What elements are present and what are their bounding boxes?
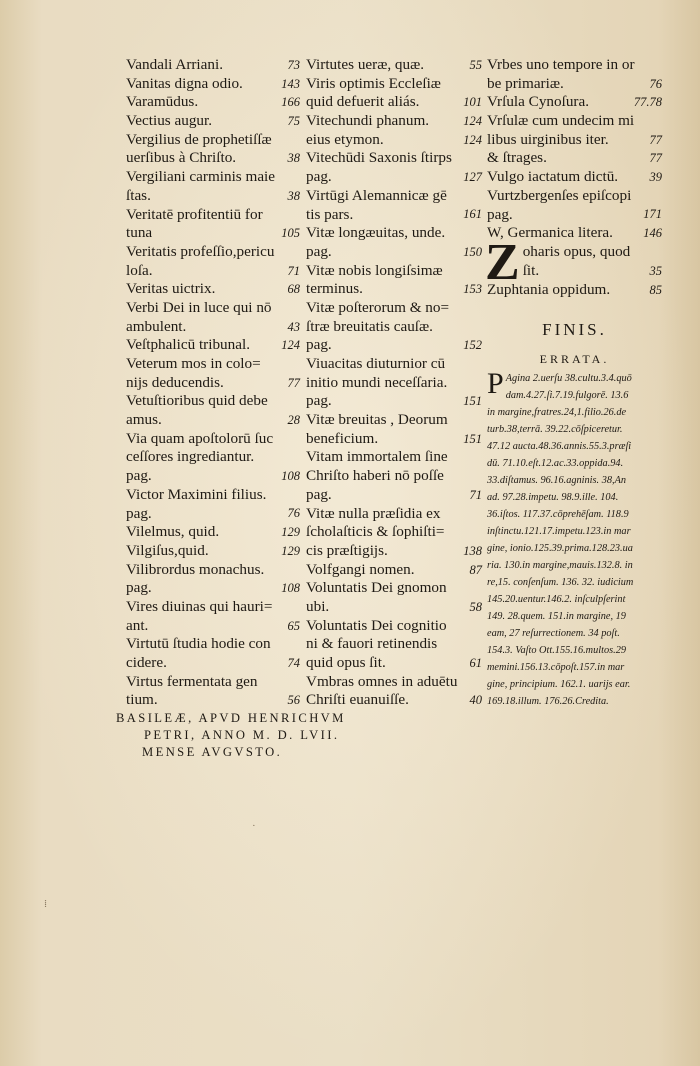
errata-list — [487, 366, 662, 710]
index-entry — [306, 75, 482, 112]
page-number: 65 — [287, 618, 300, 633]
page-number: 166 — [281, 95, 300, 110]
page-number: 153 — [463, 282, 482, 297]
errata-line: 36.iſtos. 117.37.cōprehēſam. 118.9 — [487, 508, 629, 520]
page-number: 101 — [463, 95, 482, 110]
entry-line: Vitæ nobis longiſsimæ — [306, 261, 443, 279]
entry-line: libus uirginibus iter. — [487, 130, 609, 148]
index-entry — [126, 486, 300, 523]
page-number: 138 — [463, 543, 482, 558]
index-entry — [126, 542, 300, 561]
imprint-line-1: BASILEÆ, APVD HENRICHVM — [116, 711, 346, 725]
entry-line: Vergilius de prophetiſſæ — [126, 130, 272, 148]
index-entry — [306, 262, 482, 299]
entry-line: pag. — [306, 392, 332, 410]
entry-line: Vitæ nulla præſidia ex — [306, 504, 441, 522]
entry-line: Vectius augur. — [126, 112, 213, 130]
entry-line: pag. — [306, 168, 332, 186]
entry-line: ubi. — [306, 597, 330, 615]
entry-line: Virtutes ueræ, quæ. — [306, 56, 425, 73]
entry-line: Varamūdus. — [126, 93, 199, 111]
errata-line: gine, principium. 162.1. uarijs ear. — [487, 678, 631, 690]
entry-line: ni & fauori retinendis — [306, 635, 438, 653]
index-entry — [126, 355, 300, 392]
index-entry — [126, 206, 300, 243]
page-number: 43 — [287, 319, 300, 334]
entry-line: Virtutū ſtudia hodie con — [126, 635, 271, 653]
index-entry — [126, 112, 300, 131]
entry-line: terminus. — [306, 280, 363, 298]
entry-line: Chriſto haberi nō poſſe — [306, 467, 444, 485]
page-number: 39 — [649, 170, 662, 185]
index-entry — [306, 112, 482, 131]
errata-line: 33.diſtamus. 96.16.agninis. 38,An — [487, 474, 627, 486]
page-number: 87 — [469, 562, 482, 577]
page-number: 71 — [287, 263, 300, 278]
index-entry — [306, 149, 482, 186]
entry-line: Victor Maximini filius. — [126, 485, 267, 503]
entry-line: Vulgo iactatum dictū. — [487, 168, 619, 186]
entry-line: pag. — [306, 336, 332, 354]
entry-line: ſit. — [522, 261, 540, 279]
page-number: 55 — [469, 57, 482, 72]
page-number: 35 — [649, 263, 662, 278]
index-entry — [487, 168, 662, 187]
entry-line: tuna — [126, 224, 153, 242]
entry-line: be primariæ. — [487, 74, 564, 92]
index-entry — [306, 448, 482, 504]
index-entry — [487, 149, 662, 168]
entry-line: uerſibus à Chriſto. — [126, 149, 237, 167]
errata-line: in margine,fratres.24,1.filio.26.de — [487, 406, 627, 418]
entry-line: Virtus fermentata gen — [126, 672, 258, 690]
index-column-2 — [306, 56, 482, 710]
index-column-3 — [487, 56, 662, 710]
page-number: 171 — [643, 207, 662, 222]
errata-line: ad. 97.28.impetu. 98.9.ille. 104. — [487, 491, 619, 503]
errata-line: 149. 28.quem. 151.in margine, 19 — [487, 610, 626, 622]
finis-heading: FINIS. — [542, 319, 607, 339]
errata-line: memini.156.13.cōpoſt.157.in mar — [487, 661, 625, 673]
page-number: 105 — [281, 226, 300, 241]
page-number: 56 — [287, 693, 300, 708]
entry-line: Vitæ longæuitas, unde. — [306, 224, 446, 242]
entry-line: Veritatis profeſſio,pericu — [126, 242, 275, 260]
page-number: 161 — [463, 207, 482, 222]
entry-line: Vitechundi phanum. — [306, 112, 430, 130]
index-entry — [306, 224, 482, 261]
entry-line: & ſtrages. — [487, 149, 547, 167]
errata-line: ria. 130.in margine,mauis.132.8. in — [487, 559, 633, 571]
page-number: 74 — [287, 655, 300, 670]
entry-line: loſa. — [126, 261, 153, 279]
index-entry — [306, 561, 482, 580]
entry-line: Verbi Dei in luce qui nō — [126, 298, 272, 316]
index-entry — [126, 523, 300, 542]
page-number: 146 — [643, 226, 662, 241]
errata-line: 169.18.illum. 176.26.Credita. — [487, 695, 609, 707]
page-number: 129 — [281, 525, 300, 540]
errata-line: 154.3. Vaſto Ott.155.16.multos.29 — [487, 644, 627, 656]
index-entry — [306, 505, 482, 561]
entry-line: ambulent. — [126, 317, 187, 335]
paper-speck: · — [252, 820, 256, 832]
page-number: 76 — [649, 76, 662, 91]
page-number: 124 — [281, 338, 300, 353]
entry-line: Vitæ poſterorum & no= — [306, 298, 450, 316]
entry-line: Veritatē profitentiū for — [126, 205, 263, 223]
entry-line: Veritas uictrix. — [126, 280, 216, 298]
page-number: 124 — [463, 132, 482, 147]
entry-line: Via quam apoſtolorū ſuc — [126, 429, 274, 447]
entry-line: ant. — [126, 616, 149, 634]
entry-line: Voluntatis Dei gnomon — [306, 579, 447, 597]
entry-line: Vandali Arriani. — [126, 56, 224, 73]
errata-line: 47.12 aucta.48.36.annis.55.3.præſi — [487, 440, 632, 452]
errata-line: gine, ionio.125.39.prima.128.23.ua — [487, 542, 633, 554]
index-column-1 — [126, 56, 300, 710]
index-entry — [126, 299, 300, 336]
entry-line: eius etymon. — [306, 130, 384, 148]
page-number: 77 — [287, 375, 300, 390]
entry-line: cidere. — [126, 654, 167, 671]
entry-line: Vurtzbergenſes epiſcopi — [487, 186, 632, 204]
entry-line: Vitechūdi Saxonis ſtirps — [306, 149, 452, 167]
entry-line: Vilibrordus monachus. — [126, 560, 265, 578]
errata-line: 145.20.uentur.146.2. inſculpſerint — [487, 593, 626, 605]
entry-line: ceſſores ingrediantur. — [126, 448, 255, 466]
index-entry — [487, 281, 662, 300]
index-entry — [126, 635, 300, 672]
page-number: 28 — [287, 413, 300, 428]
entry-line: pag. — [126, 579, 152, 597]
page-number: 127 — [463, 170, 482, 185]
entry-line: Vrſula Cynoſura. — [487, 93, 590, 111]
entry-line: ſtræ breuitatis cauſæ. — [306, 317, 433, 335]
page-number: 151 — [463, 431, 482, 446]
entry-line: Viuacitas diuturnior cū — [306, 355, 446, 372]
entry-line: Veterum mos in colo= — [126, 355, 261, 372]
page-number: 150 — [463, 244, 482, 259]
entry-line: Chriſti euanuiſſe. — [306, 691, 409, 709]
errata-line: dū. 71.10.eſt.12.ac.33.oppida.94. — [487, 457, 624, 469]
entry-line: amus. — [126, 411, 162, 429]
imprint-line-2: PETRI, ANNO M. D. LVII. — [144, 728, 340, 742]
index-entry — [306, 673, 482, 710]
entry-line: nijs deducendis. — [126, 373, 224, 391]
page-number: 124 — [463, 114, 482, 129]
entry-line: ſcholaſticis & ſophiſti= — [306, 523, 445, 541]
page-number: 76 — [287, 506, 300, 521]
index-entry — [487, 93, 662, 112]
entry-line: Vilgiſus,quid. — [126, 541, 209, 559]
index-entry — [487, 56, 662, 93]
index-entry — [126, 93, 300, 112]
index-entry — [126, 56, 300, 75]
entry-line: Vilelmus, quid. — [126, 523, 220, 541]
index-entry — [306, 187, 482, 224]
entry-line: beneficium. — [306, 429, 379, 447]
errata-line: eam, 27 reſurrectionem. 34 poſt. — [487, 627, 620, 639]
page-number: 77 — [649, 132, 662, 147]
paper-speck: ⁞ — [44, 898, 48, 910]
entry-line: Vrſulæ cum undecim mi — [487, 112, 635, 130]
index-entries-v-w — [487, 56, 662, 243]
page-number: 38 — [287, 188, 300, 203]
errata-line: dam.4.27.ſi.7.19.fulgorē. 13.6 — [505, 389, 629, 401]
entry-line: Veſtphalicū tribunal. — [126, 336, 250, 354]
index-entry — [306, 617, 482, 673]
index-entry — [306, 411, 482, 448]
entry-line: quid opus ſit. — [306, 654, 386, 671]
index-entry — [126, 561, 300, 598]
index-entry — [126, 280, 300, 299]
index-entry — [126, 168, 300, 205]
page-number: 75 — [287, 114, 300, 129]
index-entry — [126, 75, 300, 94]
entry-line: Vmbras omnes in aduētu — [306, 672, 458, 690]
entry-line: Volfgangi nomen. — [306, 560, 415, 578]
entry-line: tium. — [126, 691, 158, 709]
index-entry — [306, 56, 482, 75]
index-entry — [126, 673, 300, 710]
entry-line: Vitam immortalem ſine — [306, 448, 448, 466]
entry-line: initio mundi neceſſaria. — [306, 373, 448, 391]
index-entry — [126, 131, 300, 168]
entry-line: pag. — [306, 485, 332, 503]
page-number: 77 — [649, 151, 662, 166]
index-entry — [126, 430, 300, 486]
index-entry — [306, 131, 482, 150]
page-number: 108 — [281, 469, 300, 484]
decorated-initial-z: Z — [485, 233, 520, 291]
index-entry — [126, 243, 300, 280]
entry-line: Vanitas digna odio. — [126, 74, 243, 92]
entry-line: Zuphtania oppidum. — [487, 280, 611, 298]
errata-heading: ERRATA. — [539, 351, 610, 366]
entry-line: Virtūgi Alemannicæ gē — [306, 186, 447, 204]
page-number: 143 — [281, 76, 300, 91]
page-number: 129 — [281, 543, 300, 558]
index-entry — [126, 598, 300, 635]
errata-line: Agina 2.uerſu 38.cultu.3.4.quō — [505, 372, 632, 384]
entry-line: pag. — [126, 467, 152, 485]
page-number: 108 — [281, 581, 300, 596]
page-number: 38 — [287, 151, 300, 166]
entry-line: Voluntatis Dei cognitio — [306, 616, 447, 634]
page-number: 151 — [463, 394, 482, 409]
entry-line: pag. — [126, 504, 152, 522]
errata-line: turb.38,terrā. 39.22.cōſpiceretur. — [487, 423, 623, 435]
page-number: 77.78 — [633, 95, 662, 110]
page-number: 68 — [287, 282, 300, 297]
entry-line: Viris optimis Eccleſiæ — [306, 74, 441, 92]
entry-line: pag. — [487, 205, 513, 223]
entry-line: ſtas. — [126, 186, 151, 204]
drop-cap-p: P — [487, 366, 504, 400]
page-number: 152 — [463, 338, 482, 353]
index-entry — [306, 355, 482, 411]
index-entry — [487, 187, 662, 224]
page-number: 85 — [649, 282, 662, 297]
page-number: 61 — [469, 655, 482, 670]
page-number: 71 — [469, 487, 482, 502]
colophon-imprint — [0, 710, 700, 761]
entry-line: Vetuſtioribus quid debe — [126, 392, 268, 410]
errata-line: re,15. conſenſum. 136. 32. iudicium — [487, 576, 634, 588]
entry-line: cis præſtigijs. — [306, 541, 388, 559]
page-number: 73 — [287, 57, 300, 72]
index-entry — [487, 112, 662, 149]
page-number: 40 — [469, 693, 482, 708]
entry-line: Vires diuinas qui hauri= — [126, 597, 273, 615]
entry-line: oharis opus, quod — [522, 242, 631, 260]
index-entry — [126, 392, 300, 429]
entry-line: tis pars. — [306, 205, 354, 223]
entry-line: Vitæ breuitas , Deorum — [306, 411, 448, 429]
index-entry — [306, 299, 482, 355]
entry-line: Vergiliani carminis maie — [126, 168, 276, 186]
entry-line: Vrbes uno tempore in or — [487, 56, 635, 73]
entry-line: W, Germanica litera. — [487, 224, 613, 242]
entry-line: pag. — [306, 242, 332, 260]
page-number: 58 — [469, 599, 482, 614]
errata-line: inſtinctu.121.17.impetu.123.in mar — [487, 525, 631, 537]
index-entry — [306, 579, 482, 616]
imprint-line-3: MENSE AVGVSTO. — [142, 745, 283, 759]
entry-line: quid defuerit aliás. — [306, 93, 420, 111]
index-entry — [126, 336, 300, 355]
